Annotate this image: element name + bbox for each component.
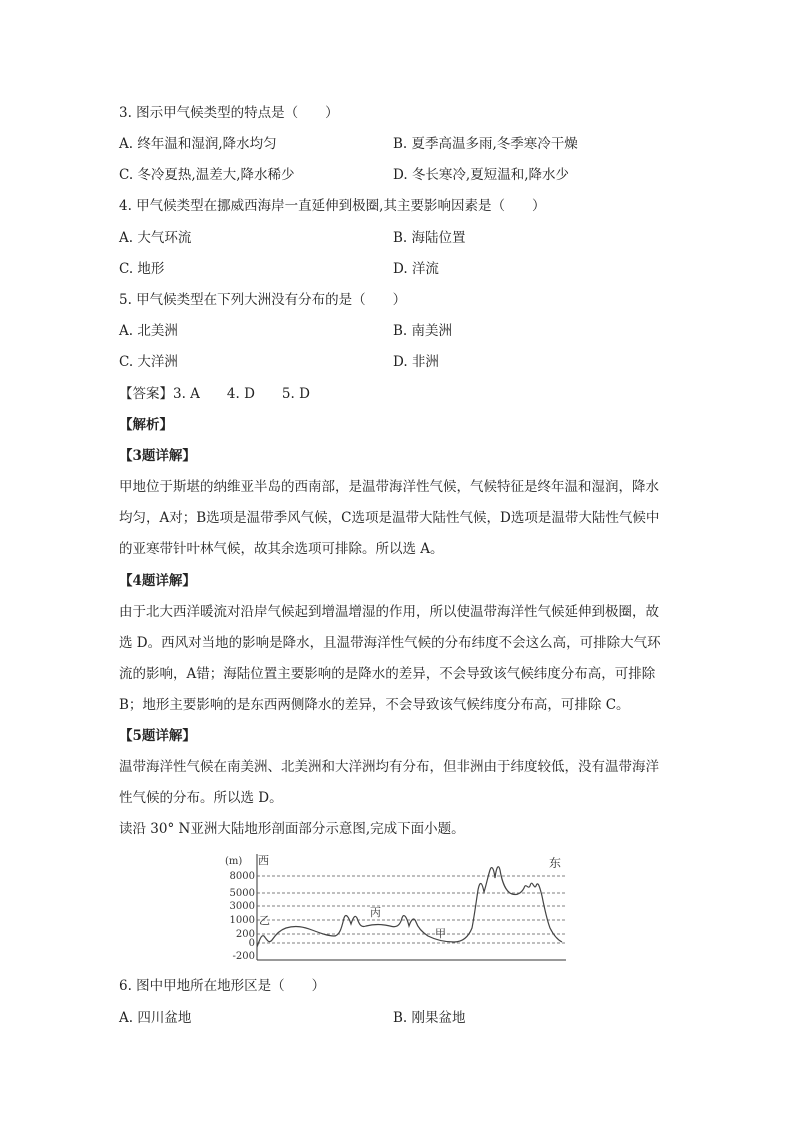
q4-option-c: C. 地形 [119, 261, 165, 277]
intro-line: 读沿 30° N亚洲大陆地形剖面部分示意图,完成下面小题。 [119, 821, 465, 837]
q4-stem: 4. 甲气候类型在挪威西海岸一直延伸到极圈,其主要影响因素是（ ） [119, 198, 546, 214]
q4-option-b: B. 海陆位置 [393, 230, 466, 246]
analysis-label: 【解析】 [119, 417, 173, 433]
tick-label: -200 [232, 951, 255, 962]
q3-option-c: C. 冬冷夏热,温差大,降水稀少 [119, 167, 295, 183]
detail-5-line: 性气候的分布。所以选 D。 [119, 790, 283, 806]
q4-option-d: D. 洋流 [393, 261, 439, 277]
detail-5-title: 【5题详解】 [119, 728, 196, 744]
q3-option-d: D. 冬长寒冷,夏短温和,降水少 [393, 167, 570, 183]
detail-5-line: 温带海洋性气候在南美洲、北美洲和大洋洲均有分布，但非洲由于纬度较低，没有温带海洋 [119, 759, 659, 775]
q5-option-d: D. 非洲 [393, 354, 439, 370]
tick-label: 1000 [229, 915, 255, 926]
tick-label: 0 [248, 938, 255, 949]
label-jia: 甲 [435, 927, 446, 940]
detail-4-line: B；地形主要影响的是东西两侧降水的差异，不会导致该气候纬度分布高，可排除 C。 [119, 697, 630, 713]
q5-option-b: B. 南美洲 [393, 323, 453, 339]
q3-option-b: B. 夏季高温多雨,冬季寒冷干燥 [393, 136, 578, 152]
answer-line: 【答案】3. A 4. D 5. D [119, 386, 310, 402]
east-label: 东 [549, 856, 562, 870]
detail-4-line: 由于北大西洋暖流对沿岸气候起到增温增湿的作用，所以使温带海洋性气候延伸到极圈，故 [119, 604, 659, 620]
detail-4-line: 流的影响，A错；海陆位置主要影响的是降水的差异，不会导致该气候纬度分布高，可排除 [119, 666, 656, 682]
detail-3-line: 甲地位于斯堪的纳维亚半岛的西南部，是温带海洋性气候，气候特征是终年温和湿润，降水 [119, 479, 659, 495]
q5-stem: 5. 甲气候类型在下列大洲没有分布的是（ ） [119, 292, 407, 308]
west-label: 西 [258, 854, 269, 867]
terrain-profile-line [257, 867, 562, 947]
tick-label: 3000 [229, 901, 255, 912]
terrain-profile-figure [224, 848, 574, 964]
label-bing: 丙 [370, 906, 381, 919]
tick-label: 200 [235, 929, 255, 940]
detail-3-line: 均匀，A对；B选项是温带季风气候，C选项是温带大陆性气候，D选项是温带大陆性气候中 [119, 510, 660, 526]
q5-option-c: C. 大洋洲 [119, 354, 178, 370]
q6-option-a: A. 四川盆地 [119, 1010, 192, 1026]
tick-label: 8000 [229, 871, 255, 882]
tick-label: 5000 [229, 888, 255, 899]
detail-3-line: 的亚寒带针叶林气候，故其余选项可排除。所以选 A。 [119, 541, 444, 557]
detail-4-line: 选 D。西风对当地的影响是降水，且温带海洋性气候的分布纬度不会这么高，可排除大气环 [119, 635, 661, 651]
q6-stem: 6. 图中甲地所在地形区是（ ） [119, 978, 326, 994]
q3-option-a: A. 终年温和湿润,降水均匀 [119, 136, 277, 152]
q5-option-a: A. 北美洲 [119, 323, 178, 339]
q6-option-b: B. 刚果盆地 [393, 1010, 466, 1026]
reference-lines [257, 876, 566, 943]
detail-4-title: 【4题详解】 [119, 573, 196, 589]
label-yi: 乙 [259, 914, 270, 927]
detail-3-title: 【3题详解】 [119, 448, 196, 464]
unit-label: (m) [225, 856, 243, 867]
q4-option-a: A. 大气环流 [119, 230, 192, 246]
q3-stem: 3. 图示甲气候类型的特点是（ ） [119, 105, 339, 121]
